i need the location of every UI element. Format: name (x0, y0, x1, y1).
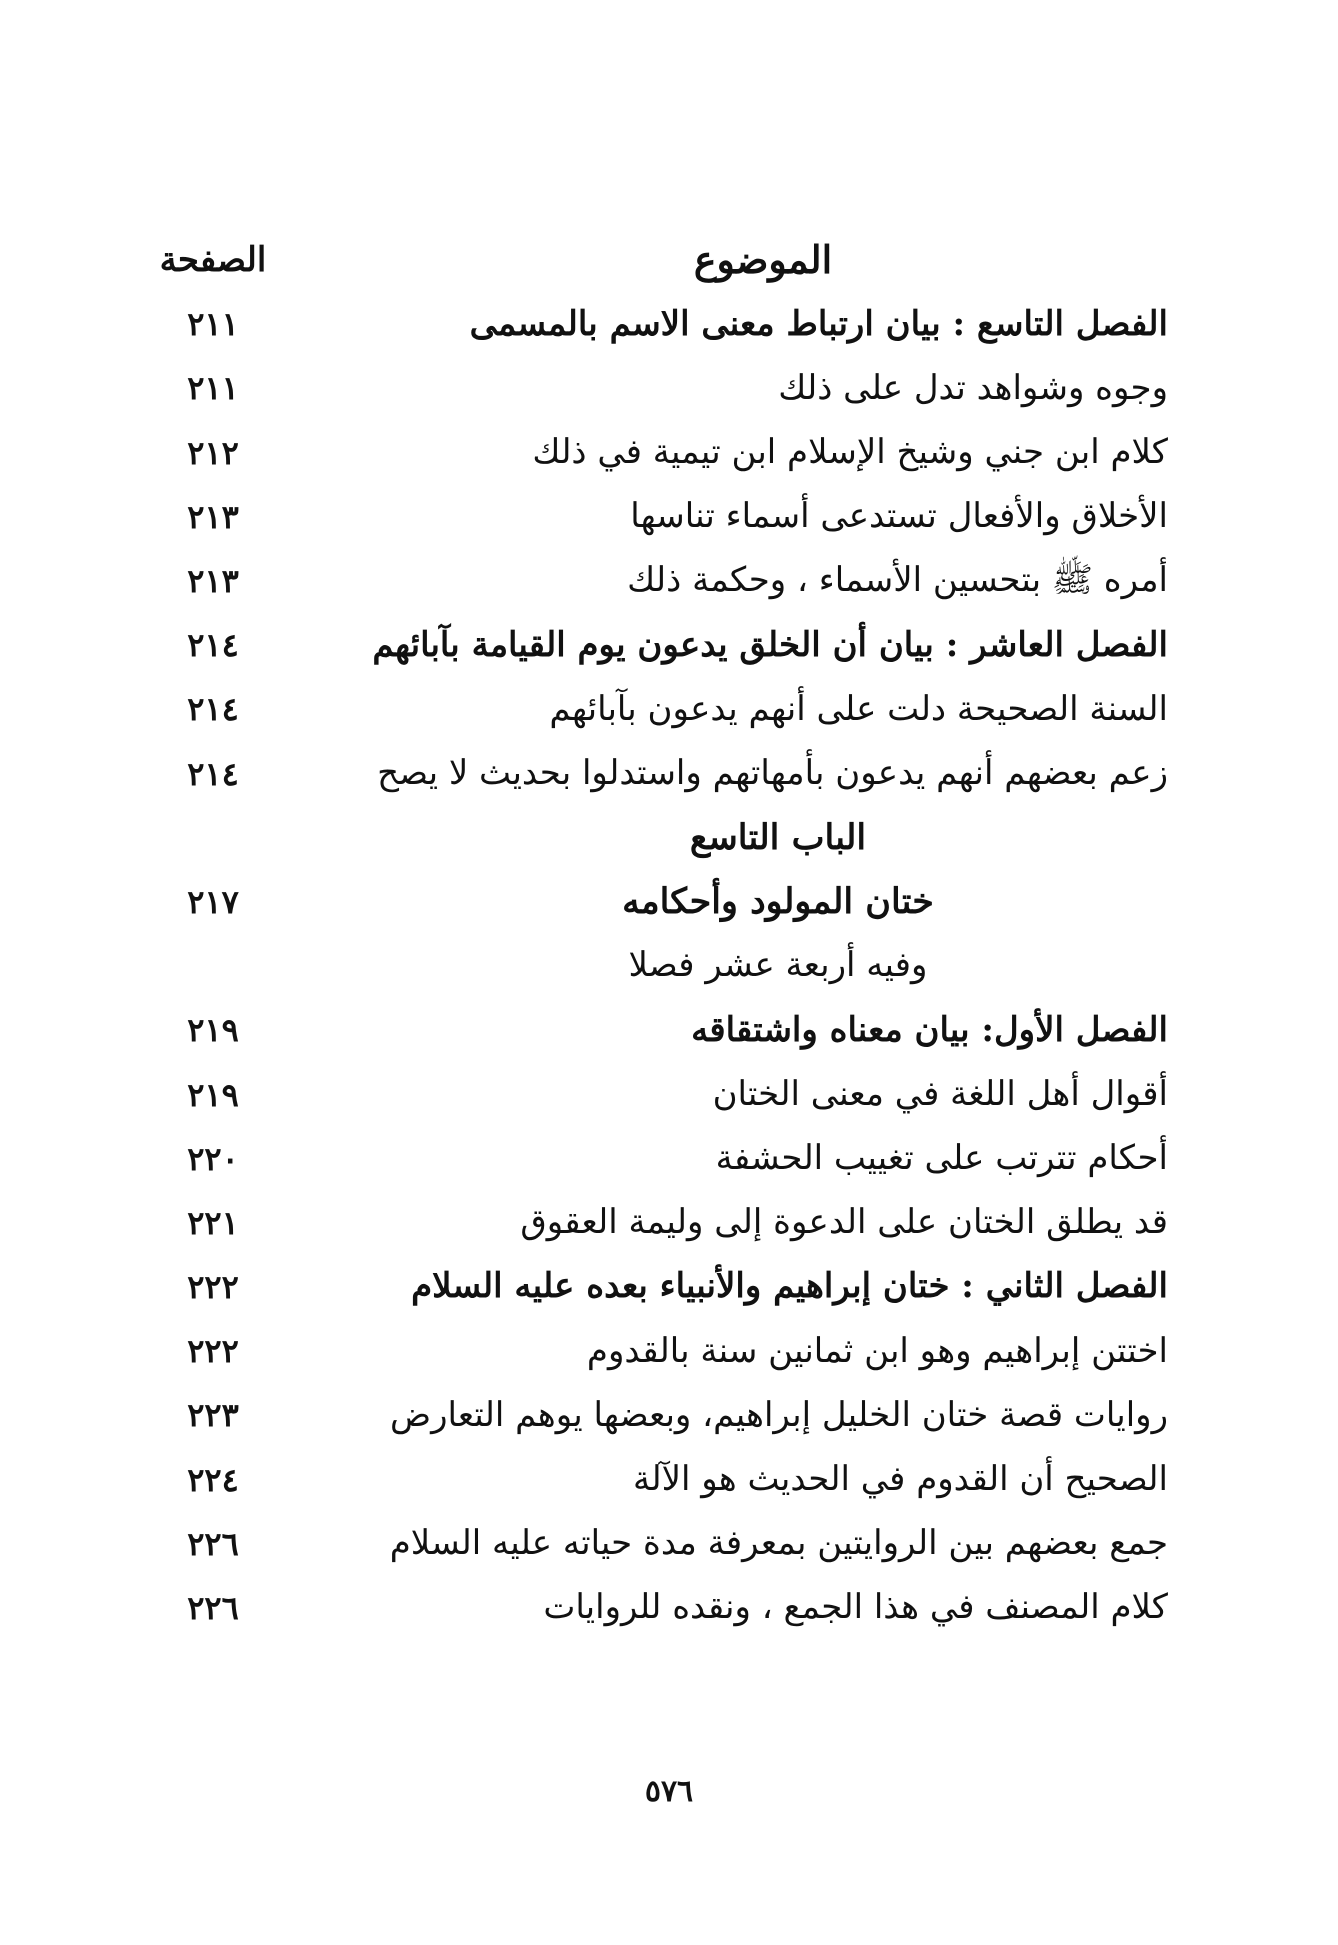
toc-entry-page: ٢٢٤ (187, 1460, 239, 1499)
topic-column-header: الموضوع (693, 237, 833, 283)
toc-entry-topic: قد يطلق الختان على الدعوة إلى وليمة العقوق (520, 1202, 1168, 1243)
toc-entry-topic: زعم بعضهم أنهم يدعون بأمهاتهم واستدلوا بحديث لا يصح (377, 752, 1168, 793)
toc-entry-topic: الصحيح أن القدوم في الحديث هو الآلة (633, 1458, 1168, 1499)
toc-entry-page: ٢٢٣ (187, 1396, 239, 1435)
toc-entry (138, 998, 1168, 1062)
toc-entry-page: ٢١٤ (187, 754, 239, 793)
toc-entry (138, 806, 1168, 870)
toc-entry (138, 421, 1168, 485)
toc-entry-page: ٢١٤ (187, 690, 239, 729)
toc-entry-page: ٢١٣ (187, 497, 239, 536)
toc-entry-topic: الفصل التاسع : بيان ارتباط معنى الاسم بالمسمى (469, 303, 1168, 344)
toc-entry (138, 292, 1168, 356)
toc-entry (138, 549, 1168, 613)
toc-entry (138, 677, 1168, 741)
toc-entry-topic: روايات قصة ختان الخليل إبراهيم، وبعضها يوهم التعارض (390, 1394, 1168, 1435)
table-of-contents (138, 228, 1168, 1640)
toc-entry-topic: جمع بعضهم بين الروايتين بمعرفة مدة حياته عليه السلام (389, 1523, 1168, 1564)
toc-entry (138, 1448, 1168, 1512)
toc-entry-page: ٢١٩ (187, 1011, 239, 1050)
toc-entry-page: ٢١٤ (187, 626, 239, 665)
toc-entry-page: ٢١٢ (187, 433, 239, 472)
toc-entry-topic: الفصل الثاني : ختان إبراهيم والأنبياء بعده عليه السلام (411, 1266, 1168, 1307)
toc-entry (138, 356, 1168, 420)
toc-entry-page: ٢٢٠ (187, 1139, 239, 1178)
toc-entry-page: ٢١٧ (187, 882, 239, 921)
toc-entry (138, 485, 1168, 549)
toc-entry-page: ٢٢١ (187, 1203, 239, 1242)
toc-entry (138, 742, 1168, 806)
toc-entry-page: ٢١١ (187, 369, 239, 408)
toc-entry-topic: ختان المولود وأحكامه (622, 880, 934, 922)
toc-entry-topic: اختتن إبراهيم وهو ابن ثمانين سنة بالقدوم (586, 1330, 1168, 1371)
toc-entry (138, 1255, 1168, 1319)
toc-entry-topic: كلام ابن جني وشيخ الإسلام ابن تيمية في ذلك (532, 431, 1168, 472)
toc-entry-topic: الفصل العاشر : بيان أن الخلق يدعون يوم القيامة بآبائهم (372, 624, 1168, 665)
toc-entry-topic: السنة الصحيحة دلت على أنهم يدعون بآبائهم (549, 688, 1168, 729)
toc-entry-topic: الفصل الأول: بيان معناه واشتقاقه (691, 1009, 1168, 1050)
toc-entry-page: ٢١٣ (187, 562, 239, 601)
toc-entry-topic: أقوال أهل اللغة في معنى الختان (712, 1073, 1168, 1114)
toc-entry-page: ٢٢٢ (187, 1268, 239, 1307)
toc-entry (138, 1576, 1168, 1640)
toc-entry-page: ٢١١ (187, 305, 239, 344)
toc-entry-topic: كلام المصنف في هذا الجمع ، ونقده للروايات (543, 1587, 1168, 1628)
toc-entry-page: ٢١٩ (187, 1075, 239, 1114)
page-number: ٥٧٦ (644, 1774, 694, 1809)
toc-entry (138, 1127, 1168, 1191)
toc-entry (138, 1512, 1168, 1576)
toc-entry-topic: وجوه وشواهد تدل على ذلك (778, 367, 1168, 408)
toc-entry-topic: وفيه أربعة عشر فصلا (628, 945, 928, 986)
toc-entry-topic: أمره ﷺ بتحسين الأسماء ، وحكمة ذلك (627, 560, 1168, 601)
toc-entry-page: ٢٢٦ (187, 1589, 239, 1628)
toc-entry (138, 613, 1168, 677)
toc-header-row (138, 228, 1168, 292)
toc-entry (138, 934, 1168, 998)
toc-entry (138, 1319, 1168, 1383)
toc-entry-page: ٢٢٢ (187, 1332, 239, 1371)
toc-entry-topic: الأخلاق والأفعال تستدعى أسماء تناسها (630, 496, 1168, 537)
toc-entry-topic: أحكام تترتب على تغييب الحشفة (715, 1138, 1168, 1179)
toc-entry (138, 870, 1168, 934)
toc-entry (138, 1062, 1168, 1126)
page-column-header: الصفحة (159, 240, 267, 281)
toc-entry (138, 1383, 1168, 1447)
toc-entry-page: ٢٢٦ (187, 1524, 239, 1563)
toc-entry-topic: الباب التاسع (689, 816, 867, 858)
toc-entry (138, 1191, 1168, 1255)
